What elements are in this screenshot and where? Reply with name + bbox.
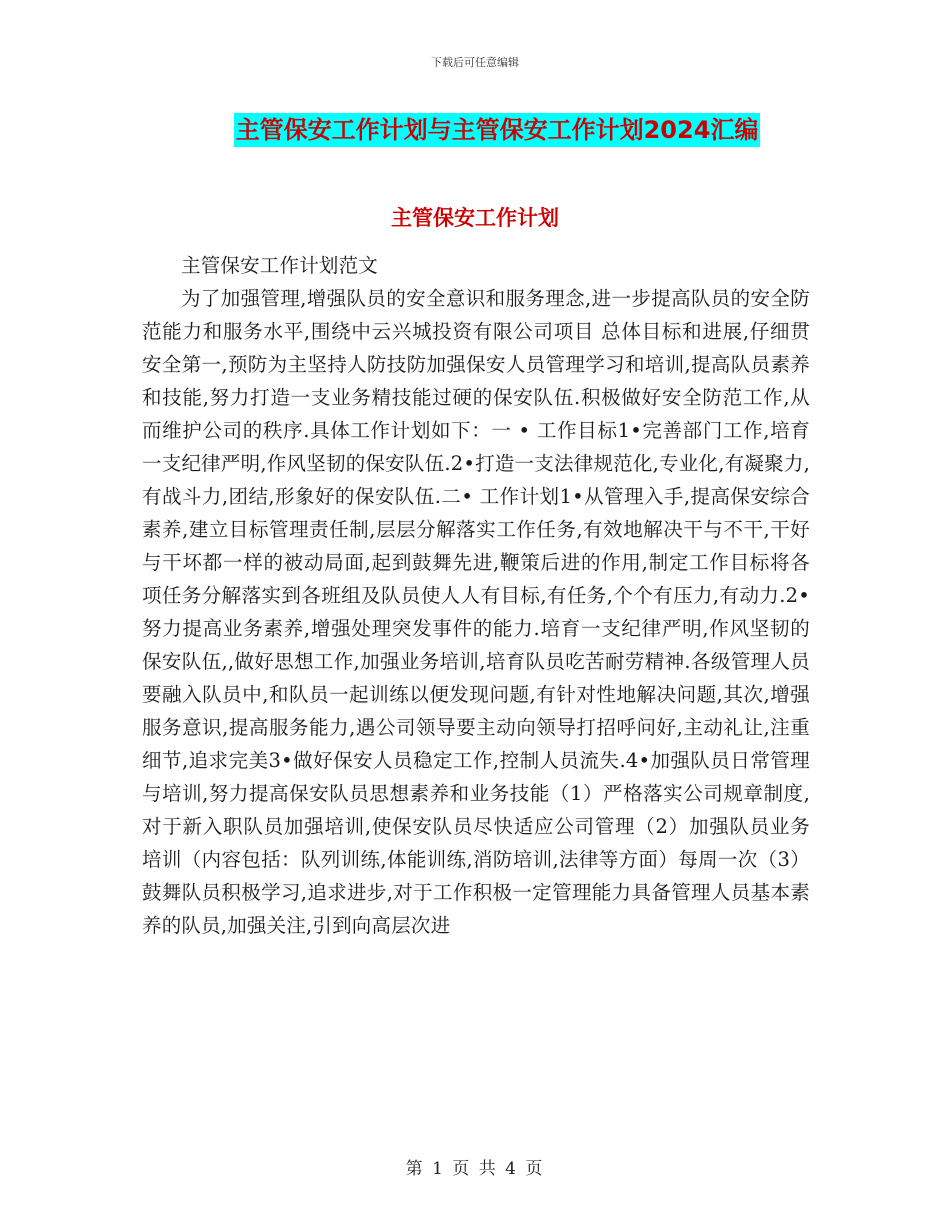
subtitle-line: 主管保安工作计划范文 bbox=[181, 254, 379, 277]
section-title: 主管保安工作计划 bbox=[391, 206, 559, 230]
page-footer: 第 1 页 共 4 页 bbox=[405, 1159, 545, 1179]
document-main-title: 主管保安工作计划与主管保安工作计划2024汇编 bbox=[234, 113, 761, 147]
document-body bbox=[142, 249, 810, 942]
body-paragraph: 为了加强管理,增强队员的安全意识和服务理念,进一步提高队员的安全防范能力和服务水平,围绕中云兴城投资有限公司项目 总体目标和进展,仔细贯安全第一,预防为主坚持人防技防加强保安人员管理学习和培训,提高队员素养和技能,努力打造一支业务精技能过硬的保安队伍.积极做好安全防范工作,从而维护公司的秩序.具体工作计划如下：一 • 工作目标1•完善部门工作,培育一支纪律严明,作风坚韧的保安队伍.2•打造一支法律规范化,专业化,有凝聚力,有战斗力,团结,形象好的保安队伍.二• 工作计划1•从管理入手,提高保安综合素养,建立目标管理责任制,层层分解落实工作任务,有效地解决干与不干,干好与干坏都一样的被动局面,起到鼓舞先进,鞭策后进的作用,制定工作目标将各项任务分解落实到各班组及队员使人人有目标,有任务,个个有压力,有动力.2•努力提高业务素养,增强处理突发事件的能力.培育一支纪律严明,作风坚韧的保安队伍,,做好思想工作,加强业务培训,培育队员吃苦耐劳精神.各级管理人员要融入队员中,和队员一起训练以便发现问题,有针对性地解决问题,其次,增强服务意识,提高服务能力,遇公司领导要主动向领导打招呼问好,主动礼让,注重细节,追求完美3•做好保安人员稳定工作,控制人员流失.4•加强队员日常管理与培训,努力提高保安队员思想素养和业务技能（1）严格落实公司规章制度,对于新入职队员加强培训,使保安队员尽快适应公司管理（2）加强队员业务培训（内容包括：队列训练,体能训练,消防培训,法律等方面）每周一次（3）鼓舞队员积极学习,追求进步,对于工作积极一定管理能力具备管理人员基本素养的队员,加强关注,引到向高层次进 bbox=[142, 287, 810, 937]
main-title-container bbox=[0, 113, 950, 147]
page-header-note: 下载后可任意编辑 bbox=[431, 56, 519, 69]
